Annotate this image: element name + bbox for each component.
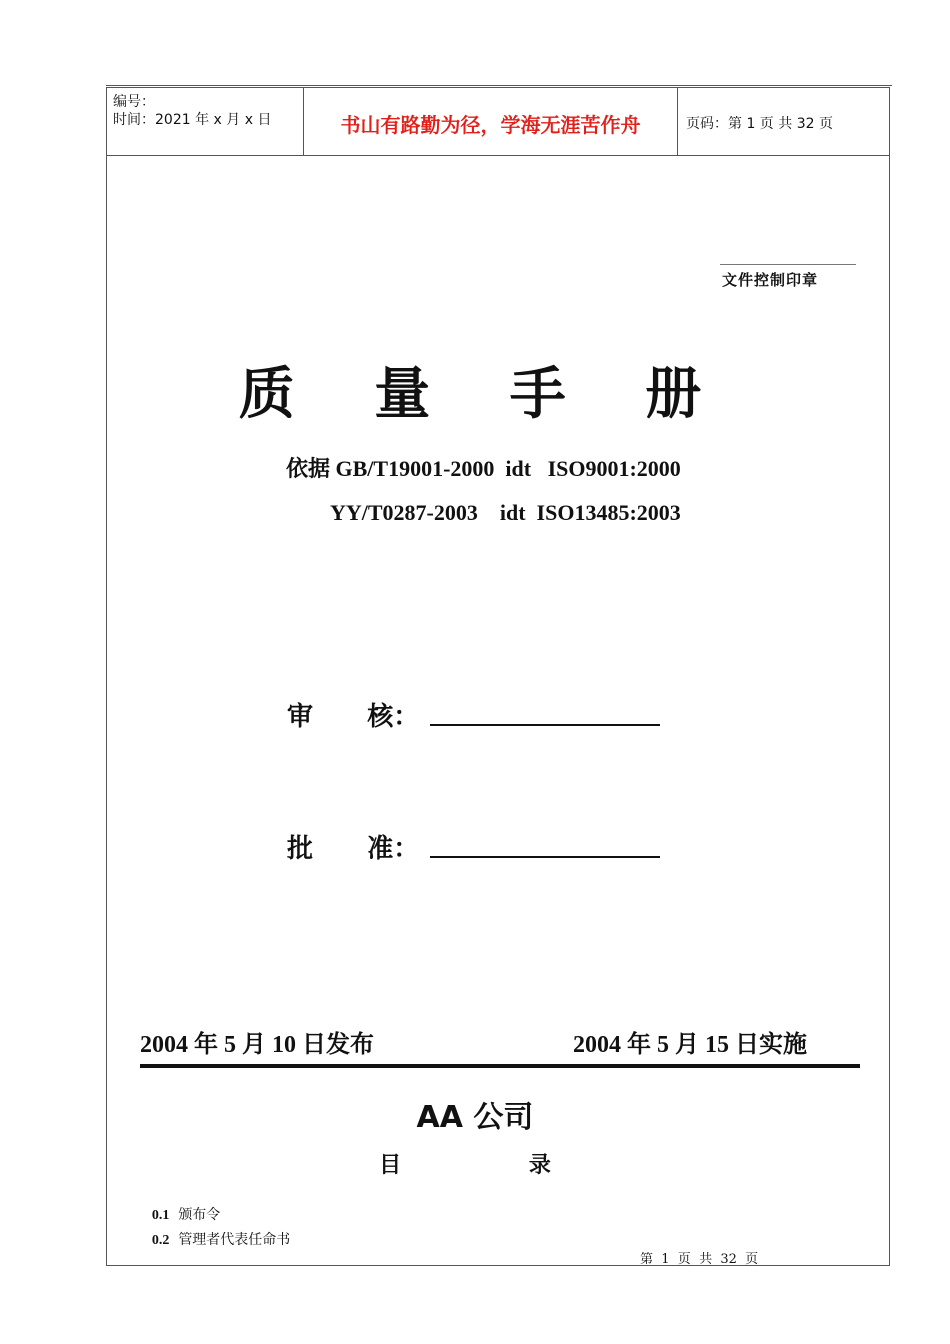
approve-label: 批 准： xyxy=(287,834,420,864)
standard-basis-line-2: YY/T0287-2003 idt ISO13485:2003 xyxy=(330,500,681,525)
effective-date: 2004 年 5 月 15 日实施 xyxy=(573,1032,807,1058)
toc-item-number: 0.1 xyxy=(151,1208,170,1223)
date-divider xyxy=(140,1064,860,1068)
header-meta-cell xyxy=(106,87,304,155)
toc-item-text: 管理者代表任命书 xyxy=(178,1232,291,1248)
review-label: 审 核： xyxy=(287,702,420,732)
document-control-stamp-label: 文件控制印章 xyxy=(722,271,819,289)
toc-title: 目 录 xyxy=(379,1153,611,1178)
toc-item-text: 颁布令 xyxy=(178,1207,221,1223)
header-motto-cell xyxy=(304,87,678,155)
header-page-info: 页码：第 1 页 共 32 页 xyxy=(686,116,833,132)
header-page-cell xyxy=(678,87,890,155)
header-motto: 书山有路勤为径，学海无涯苦作舟 xyxy=(340,113,641,137)
toc-item-number: 0.2 xyxy=(151,1233,170,1248)
company-name: AA 公司 xyxy=(416,1100,534,1135)
standard-basis-line-1: 依据 GB/T19001-2000 idt ISO9001:2000 xyxy=(286,456,681,481)
page-footer: 第 1 页 共 32 页 xyxy=(640,1252,759,1267)
document-time-label: 时间：2021 年 x 月 x 日 xyxy=(113,112,272,128)
stamp-rule xyxy=(720,264,856,265)
issue-date: 2004 年 5 月 10 日发布 xyxy=(140,1032,374,1058)
page-header xyxy=(106,87,890,156)
approve-signature-line[interactable] xyxy=(430,856,660,858)
review-signature-line[interactable] xyxy=(430,724,660,726)
toc-item[interactable] xyxy=(143,1213,290,1249)
document-title: 质 量 手 册 xyxy=(238,362,732,427)
header-top-rule xyxy=(106,85,892,86)
document-number-label: 编号： xyxy=(113,94,155,110)
